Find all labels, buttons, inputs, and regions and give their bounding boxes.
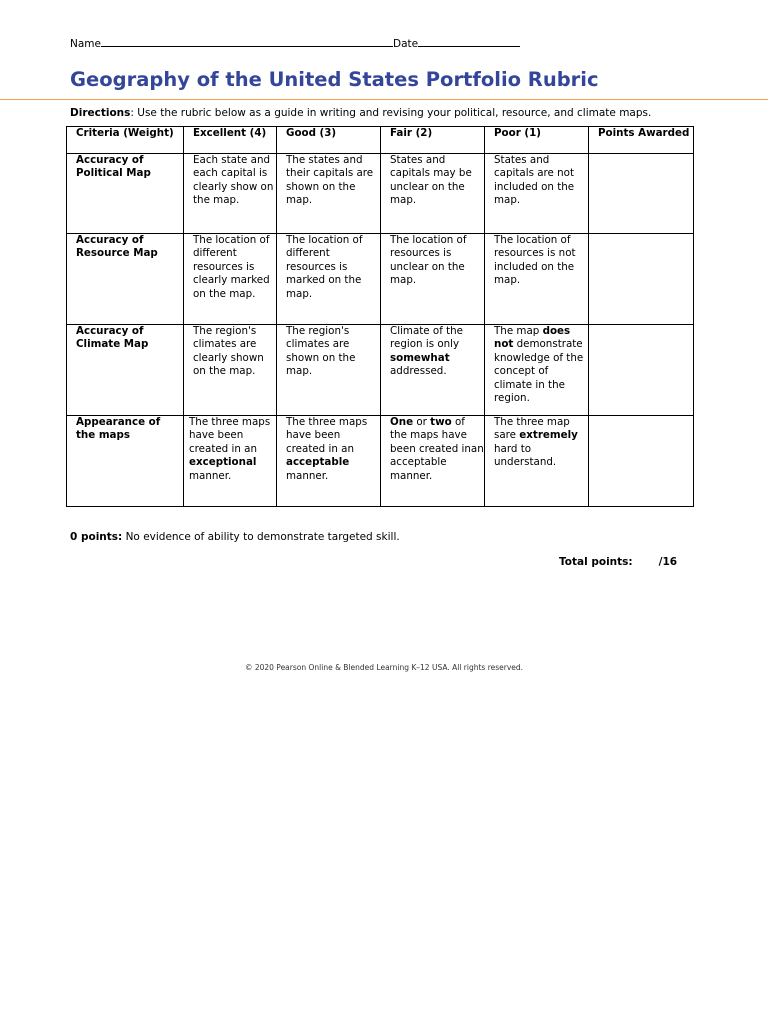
good-text-post: manner. [286,469,329,482]
date-field[interactable] [418,35,520,47]
fair-text-bold-2: two [430,416,452,428]
poor-cell [485,416,589,507]
fair-text-pre: Climate of the region is only [390,325,463,351]
excellent-cell: The region's climates are clearly shown on the map. [184,325,277,416]
fair-text-bold: somewhat [390,351,450,364]
header-criteria: Criteria (Weight) [67,127,184,154]
poor-text-pre: The map [494,325,543,337]
header-good: Good (3) [277,127,381,154]
name-field[interactable] [101,35,393,47]
header-points-awarded: Points Awarded [589,127,694,154]
directions-label: Directions [70,107,131,119]
fair-cell: States and capitals may be unclear on the map. [381,154,485,234]
fair-cell [381,325,485,416]
excellent-text-bold: exceptional [189,456,257,469]
good-text-pre: The three maps have been created in an [286,416,368,455]
points-awarded-cell[interactable] [589,154,694,234]
excellent-cell [184,416,277,507]
excellent-cell: Each state and each capital is clearly show on the map. [184,154,277,234]
poor-text-post: hard to understand. [494,442,557,469]
criteria-cell: Accuracy of Climate Map [67,325,184,416]
fair-text-mid: or [413,416,431,428]
table-row [67,234,694,325]
header-fair: Fair (2) [381,127,485,154]
excellent-cell: The location of different resources is clearly marked on the map. [184,234,277,325]
criteria-cell: Appearance of the maps [67,416,184,507]
table-row [67,325,694,416]
poor-cell [485,325,589,416]
poor-text-bold: extremely [519,429,578,442]
poor-text-post: demonstrate knowledge of the concept of climate in the region. [494,338,584,405]
fair-cell: The location of resources is unclear on the map. [381,234,485,325]
zero-points-note [70,531,400,543]
poor-text-bold: does not [494,325,571,351]
table-row [67,154,694,234]
table-row [67,416,694,507]
criteria-cell: Accuracy of Resource Map [67,234,184,325]
zero-points-label: 0 points: [70,531,123,543]
good-cell: The states and their capitals are shown on the map. [277,154,381,234]
excellent-text-pre: The three maps have been created in an [189,416,271,455]
header-excellent: Excellent (4) [184,127,277,154]
good-cell: The region's climates are shown on the map. [277,325,381,416]
poor-cell: States and capitals are not included on the map. [485,154,589,234]
title-divider [0,99,768,100]
criteria-cell: Accuracy of Political Map [67,154,184,234]
fair-text-post: of the maps have been created inan acceptable manner. [390,416,484,482]
rubric-table [66,126,694,507]
good-cell [277,416,381,507]
name-label: Name [70,38,101,50]
table-header-row [67,127,694,154]
points-awarded-cell[interactable] [589,416,694,507]
directions [70,107,651,119]
total-points [559,556,677,568]
fair-cell [381,416,485,507]
poor-text-pre: The three map sare [494,416,570,442]
date-label: Date [392,38,419,50]
fair-text-bold-1: One [390,416,414,428]
points-awarded-cell[interactable] [589,234,694,325]
copyright-footer: © 2020 Pearson Online & Blended Learning K–12 USA. All rights reserved. [244,663,524,672]
directions-text: : Use the rubric below as a guide in writing and revising your political, resource, and climate maps. [130,107,652,119]
poor-cell: The location of resources is not included on the map. [485,234,589,325]
total-points-max: /16 [658,556,678,568]
points-awarded-cell[interactable] [589,325,694,416]
page-title: Geography of the United States Portfolio Rubric [70,68,599,91]
zero-points-text: No evidence of ability to demonstrate targeted skill. [122,531,400,543]
good-cell: The location of different resources is marked on the map. [277,234,381,325]
total-points-label: Total points: [559,556,633,568]
header-poor: Poor (1) [485,127,589,154]
excellent-text-post: manner. [189,469,232,482]
good-text-bold: acceptable [286,456,350,469]
fair-text-post: addressed. [390,365,447,378]
name-date-line [70,35,520,50]
